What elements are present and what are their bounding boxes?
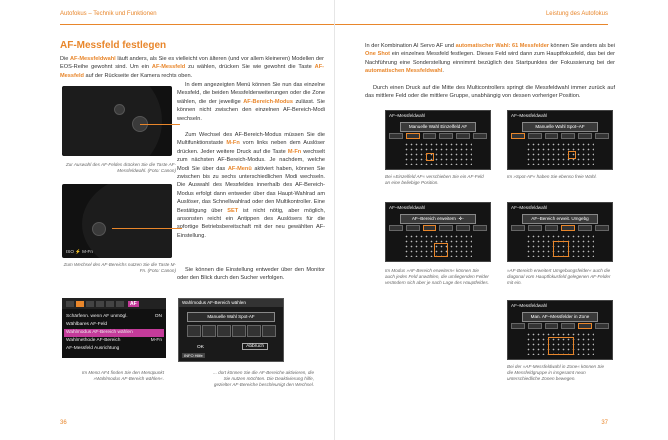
- page-number-right: 37: [601, 420, 608, 426]
- right-paragraph-2: Durch einen Druck auf die Mitte des Multicontrollers springt die Messfeldwahl immer zurück auf das mittlere Feld oder die mittlere Gruppe, unabhängig von dessen vorheriger Position.: [365, 85, 615, 100]
- running-header-right: Leistung des Autofokus: [545, 11, 608, 17]
- screen1-caption: Bei »Einzelfeld AF« verschieben Sie ein AF-Feld an eine beliebige Position.: [385, 174, 484, 186]
- mfn-button: [92, 222, 106, 236]
- dialog-caption: ... dort können Sie die AF-Bereiche aktivieren, die Sie nutzen möchten. Die Deaktivierung hilfe, gezielter AF-Bereiche beschleunigt den Wechsel.: [213, 370, 314, 388]
- dialog-cancel: Abbruch: [242, 343, 268, 350]
- body-column-2: Zum Wechsel des AF-Bereich-Modus müssen Sie die Multifunktionstaste M-Fn vorn links neben dem Auslöser drücken. Jeder weitere Druck auf die Taste M-Fn wechselt zum nächsten AF-Bereich-Modus. Je nachdem, welche Modi Sie über das AF-Menü aktiviert haben, können Sie zwischen bis zu sechs unterschiedlichen Modi wechseln. Die Auswahl des Messfeldes innerhalb des AF-Bereich-Modus erfolgt dann entweder über das Haupt-Wahlrad am Auslöser, das Schnellwahlrad oder den Multikontroller. Eine Bestätigung über SET ist nicht nötig, aber möglich, ansonsten reicht ein Antippen des Auslösers für die sofortige Betriebsbereitschaft mit der neu gewählten AF-Einstellung.: [177, 132, 326, 239]
- screen2-caption: Im »Spot-AF« haben Sie ebenso freie Wahl.: [507, 174, 597, 179]
- wahlmodus-dialog-screenshot: [178, 298, 284, 362]
- menu-item-selected: Wahlmodus AF-Bereich wählen: [64, 329, 164, 337]
- af-tab-badge: AF: [130, 300, 137, 307]
- menu-item: Wahlmethode AF-Bereich M-Fn: [66, 338, 162, 343]
- header-rule: [60, 24, 334, 25]
- menu-item: Schärfenn. wenn AF unmögl. ON: [66, 314, 162, 319]
- area-mode-icon: [262, 325, 276, 337]
- screen3-caption: Im Modus »AF-Bereich erweitern« können Sie auch jedes Feld anwählen, die umliegenden Felder verändern sich aber je nach Lage des Hauptfeldes.: [385, 268, 489, 286]
- menu-list: [64, 313, 164, 353]
- menu-item: Wählbares AF-Feld: [66, 322, 108, 327]
- area-mode-icon: [232, 325, 246, 337]
- camera-body-shape: [82, 184, 172, 258]
- section-heading: AF-Messfeld festlegen: [60, 40, 167, 51]
- photo2-caption: Zum Wechsel des AF-Bereichs nutzen Sie die Taste M-Fn. (Foto: Canon): [63, 262, 176, 274]
- camera-button: [114, 104, 125, 115]
- camera-top-photo: [62, 184, 172, 258]
- camera-back-photo: [62, 86, 172, 156]
- button-labels: ISO ⚡ M-Fn: [66, 249, 93, 254]
- af-screen-single-point: AF–Messfeldwahl Manuelle Wahl Einzelfeld AF: [385, 110, 491, 170]
- right-intro-paragraph: In der Kombination AI Servo AF und automatischer Wahl: 61 Messfelder können Sie anders als bei One Shot ein einzelnes Messfeld festlegen. Dieses Feld wird dann zum Hauptfokusfeld, das bei der Nachführung eine Sonderstellung einnimmt bezüglich des Startpunktes der Fokussierung bei der automatischen Messfeldwahl.: [365, 43, 615, 75]
- screen5-caption: Bei der »AF-Messfeldwahl in Zone« können Sie die Messfeldgruppe in insgesamt neun unterschiedliche Zonen bewegen.: [507, 364, 605, 382]
- area-mode-icon: [247, 325, 261, 337]
- menu-item: AF-Messfeld Ausrichtung: [66, 346, 120, 351]
- page-number-left: 36: [60, 420, 67, 426]
- dialog-title: Wahlmodus AF-Bereich wählen: [179, 299, 283, 307]
- area-mode-icon: [217, 325, 231, 337]
- area-mode-icon: [202, 325, 216, 337]
- dialog-info: INFO Hilfe: [184, 353, 203, 358]
- af-screen-zone: AF–Messfeldwahl Man. AF–Messfelder in Zone: [507, 300, 613, 360]
- dialog-mode: Manuelle Wahl Spot-AF: [187, 312, 275, 322]
- body-column: In dem angezeigten Menü können Sie nun das einzelne Messfeld, die beiden Messfelderweiterungen oder die Zone wählen, die der jeweilige AF-Bereich-Modus zulässt. Sie können nicht zwischen den einzelnen AF-Bereich-Modi wechseln.: [177, 82, 325, 122]
- af-screen-expand-surround: AF–Messfeldwahl AF–Bereich erweit. Umgebg: [507, 202, 613, 262]
- af-screen-expand: AF–Messfeldwahl AF–Bereich erweitern ·✣·: [385, 202, 491, 262]
- right-page: [334, 0, 668, 440]
- area-mode-icon: [187, 325, 201, 337]
- screen4-caption: »AF-Bereich erweitert Umgebungsfelder« auch die diagonal vom Hauptfokusfeld gelegenen AF-Felder mit ein.: [507, 268, 611, 286]
- menu-caption: Im Menü AF4 finden Sie den Menüpunkt »Wahlmodus AF-Bereich wählen«.: [81, 370, 164, 382]
- running-header-left: Autofokus – Technik und Funktionen: [60, 11, 157, 17]
- callout-line: [112, 228, 182, 229]
- dialog-ok: OK: [197, 345, 204, 350]
- photo1-caption: Zur Auswahl des AF-Feldes drücken Sie die Taste AF-Messfeldwahl. (Foto: Canon): [65, 162, 176, 174]
- body-column-3: Sie können die Einstellung entweder über den Monitor oder den Blick durch den Sucher verfolgen.: [177, 267, 325, 282]
- menu-tabs: [62, 298, 166, 309]
- callout-line: [140, 124, 180, 125]
- intro-paragraph: Die AF-Messfeldwahl läuft anders, als Sie es vielleicht von älteren (und vor allem kleineren) Modellen der EOS-Reihe gewohnt sind. Um ein AF-Messfeld zu wählen, drücken Sie wie gewohnt die Taste AF-Messfeld auf der Rückseite der Kamera rechts oben.: [60, 56, 324, 79]
- header-rule: [335, 24, 608, 25]
- af4-menu-screenshot: [62, 298, 166, 358]
- af-screen-spot: AF–Messfeldwahl Manuelle Wahl Spot–AF: [507, 110, 613, 170]
